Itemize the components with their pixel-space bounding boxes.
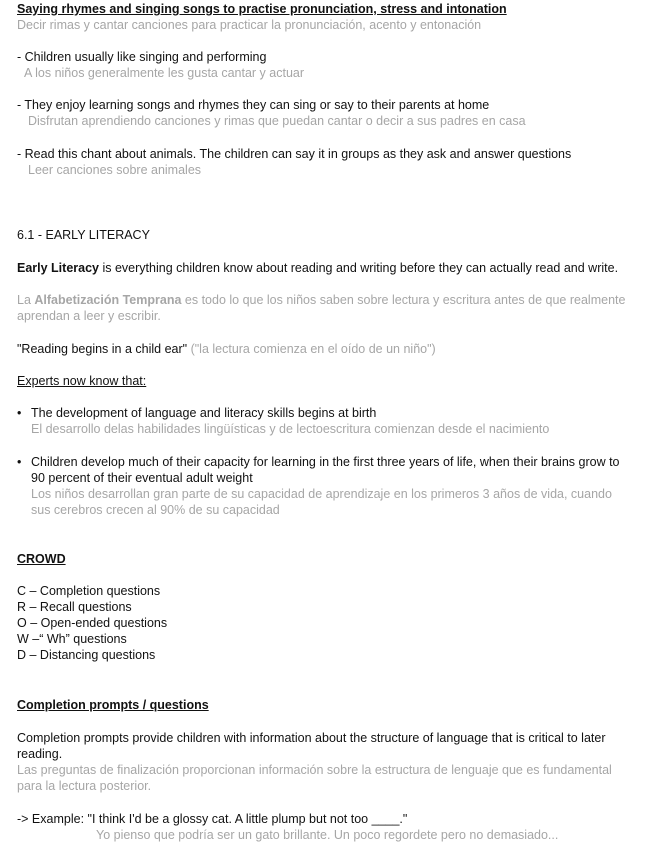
section-heading: 6.1 - EARLY LITERACY <box>17 228 150 242</box>
definition-text: is everything children know about reading and writing before they can actually read and write. <box>99 261 619 275</box>
crowd-item: R – Recall questions <box>17 600 132 614</box>
quote-line <box>17 341 634 357</box>
list-item <box>17 97 634 129</box>
item-translation: A los niños generalmente les gusta cantar y actuar <box>24 66 305 80</box>
bullet-item <box>31 405 634 437</box>
bullet-text: The development of language and literacy skills begins at birth <box>31 406 377 420</box>
crowd-item: O – Open-ended questions <box>17 616 168 630</box>
bullet-dot: • <box>17 455 22 469</box>
quote-text: "Reading begins in a child ear" <box>17 342 188 356</box>
item-translation: Leer canciones sobre animales <box>28 163 202 177</box>
crowd-item: W –“ Wh” questions <box>17 632 127 646</box>
list-item <box>17 49 634 81</box>
bullet-text: Children develop much of their capacity for learning in the first three years of life, when their brains grow to 90 percent of their eventual adult weight <box>31 455 620 485</box>
definition-term: Early Literacy <box>17 261 99 275</box>
crowd-item: C – Completion questions <box>17 584 161 598</box>
definition-es-prefix: La <box>17 293 35 307</box>
completion-title: Completion prompts / questions <box>17 698 209 712</box>
bullet-translation: El desarrollo delas habilidades lingüísticas y de lectoescritura comienzan desde el nacimiento <box>31 422 550 436</box>
completion-translation: Las preguntas de finalización proporcionan información sobre la estructura de lenguaje que es fundamental para la lectura posterior. <box>17 763 612 793</box>
crowd-list <box>17 583 634 663</box>
completion-example-translation: Yo pienso que podría ser un gato brillante. Un poco regordete pero no demasiado... <box>96 828 559 842</box>
bullet-translation: Los niños desarrollan gran parte de su capacidad de aprendizaje en los primeros 3 años de vida, cuando sus cerebros crecen al 90% de su capacidad <box>31 487 612 517</box>
definition-es-text: es todo lo que los niños saben sobre lectura y escritura antes de que realmente aprendan a leer y escribir. <box>17 293 626 323</box>
item-text: - Read this chant about animals. The children can say it in groups as they ask and answer questions <box>17 147 572 161</box>
item-translation: Disfrutan aprendiendo canciones y rimas que puedan cantar o decir a sus padres en casa <box>28 114 526 128</box>
crowd-title: CROWD <box>17 552 66 566</box>
bullet-dot: • <box>17 406 22 420</box>
definition-translation <box>17 292 634 324</box>
list-item <box>17 146 634 178</box>
definition-paragraph <box>17 260 634 276</box>
bullet-item <box>31 454 634 518</box>
completion-description: Completion prompts provide children with information about the structure of language that is critical to later reading. <box>17 731 606 761</box>
experts-heading: Experts now know that: <box>17 374 147 388</box>
section-title: Saying rhymes and singing songs to practise pronunciation, stress and intonation <box>17 2 507 16</box>
crowd-item: D – Distancing questions <box>17 648 156 662</box>
definition-es-term: Alfabetización Temprana <box>34 293 182 307</box>
quote-translation: ("la lectura comienza en el oído de un niño") <box>187 342 436 356</box>
item-text: - They enjoy learning songs and rhymes they can sing or say to their parents at home <box>17 98 490 112</box>
section-title-translation: Decir rimas y cantar canciones para practicar la pronunciación, acento y entonación <box>17 18 482 32</box>
completion-example: -> Example: "I think I'd be a glossy cat. A little plump but not too ____." <box>17 812 408 826</box>
item-text: - Children usually like singing and performing <box>17 50 267 64</box>
section-rhymes <box>17 1 634 33</box>
